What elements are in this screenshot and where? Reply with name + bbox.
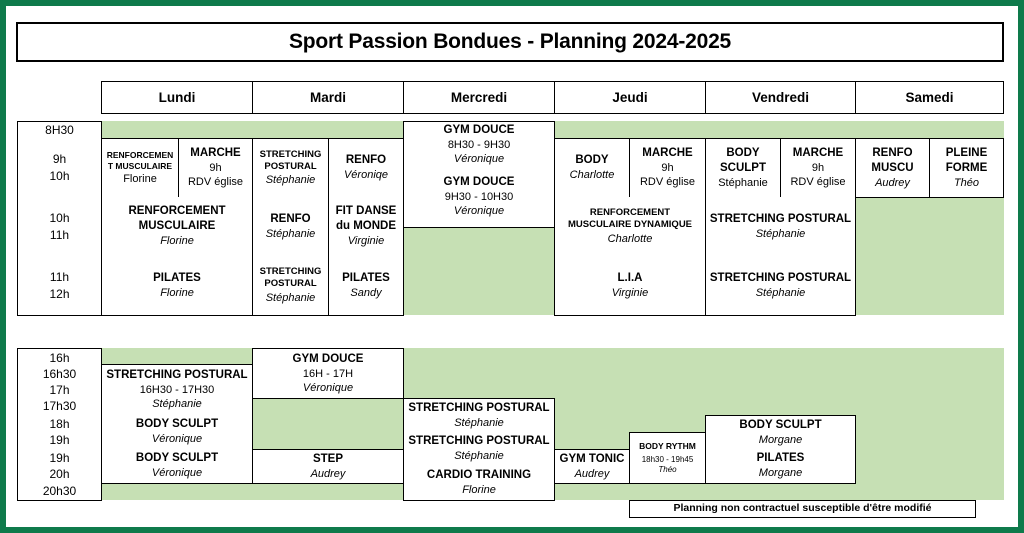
class-coach: Stéphanie (718, 176, 768, 189)
class-jeudi-gym-tonic[interactable] (554, 449, 630, 484)
class-name: PLEINE FORME (945, 146, 988, 174)
time-slot-10h (17, 197, 102, 257)
day-header-mardi: Mardi (252, 81, 404, 114)
class-name: BODY SCULPT (135, 452, 219, 465)
class-coach: Morgane (758, 467, 803, 480)
time-slot-830 (17, 121, 102, 139)
class-name: PILATES (153, 271, 201, 284)
class-time: 8H30 - 9H30 (447, 138, 511, 151)
class-lundi-stretching-postural-pm[interactable] (101, 364, 253, 416)
class-name: STEP (312, 452, 344, 465)
class-name: STRETCHING POSTURAL (259, 266, 322, 290)
class-coach: Véronique (151, 433, 203, 446)
class-jeudi-renforcement-dynamique[interactable] (554, 197, 706, 257)
class-vendredi-stretching-1[interactable] (705, 197, 856, 257)
class-name: STRETCHING POSTURAL (709, 212, 852, 225)
class-coach: Véronique (302, 381, 354, 394)
class-vendredi-marche[interactable] (780, 138, 856, 198)
class-mercredi-cardio-training[interactable] (403, 466, 555, 501)
class-name: FIT DANSE du MONDE (335, 205, 397, 233)
time-label: 20h30 (42, 484, 77, 499)
time-label: 12h (49, 286, 70, 301)
class-jeudi-lia[interactable] (554, 256, 706, 316)
class-coach: Florine (123, 172, 157, 185)
class-name: RENFORCEMENT MUSCULAIRE DYNAMIQUE (567, 207, 693, 231)
time-slot-19h (17, 449, 102, 484)
time-slot-11h (17, 256, 102, 316)
time-label: 17h30 (42, 399, 77, 414)
class-mardi-pilates[interactable] (328, 256, 404, 316)
class-coach: Charlotte (607, 232, 653, 245)
class-name: BODY SCULPT (739, 418, 822, 431)
class-name: CARDIO TRAINING (426, 469, 532, 482)
class-name: STRETCHING POSTURAL (408, 401, 550, 414)
class-name: STRETCHING POSTURAL (106, 369, 248, 382)
class-time: 9h (661, 162, 674, 175)
class-coach: Stéphanie (454, 416, 504, 429)
time-slot-18h (17, 415, 102, 450)
class-name: RENFORCEMENT MUSCULAIRE (128, 205, 226, 233)
class-coach: Audrey (574, 467, 610, 480)
class-coach: Théo (658, 465, 677, 475)
time-label: 17h (49, 383, 70, 397)
time-slot-9h (17, 138, 102, 198)
class-name: BODY (575, 154, 609, 167)
class-name: STRETCHING POSTURAL (259, 148, 322, 172)
class-coach: Véronique (151, 467, 203, 480)
class-jeudi-body-rythm[interactable] (629, 432, 706, 484)
day-header-lundi: Lundi (101, 81, 253, 114)
class-coach: Véronique (453, 152, 505, 165)
class-vendredi-body-sculpt[interactable] (705, 138, 781, 198)
class-name: MARCHE (642, 147, 693, 160)
day-header-mercredi: Mercredi (403, 81, 555, 114)
class-mercredi-gym-douce-1[interactable] (403, 121, 555, 168)
time-label: 19h (49, 433, 70, 447)
class-mardi-renfo[interactable] (328, 138, 404, 198)
class-coach: Stéphanie (265, 227, 316, 240)
class-coach: Virginie (347, 235, 385, 248)
time-label: 10h (49, 211, 70, 226)
class-time: 16H - 17H (302, 367, 354, 380)
class-mercredi-stretching-1[interactable] (403, 398, 555, 433)
time-label: 10h (49, 168, 70, 183)
class-lundi-body-sculpt-2[interactable] (101, 449, 253, 484)
day-header-jeudi: Jeudi (554, 81, 706, 114)
class-name: L.I.A (617, 271, 643, 284)
class-name: GYM DOUCE (443, 176, 515, 189)
class-mardi-renfo-2[interactable] (252, 197, 329, 257)
class-mercredi-stretching-2[interactable] (403, 432, 555, 467)
time-label: 20h (49, 467, 70, 481)
class-lundi-renforcement[interactable] (101, 197, 253, 257)
class-mardi-fit-danse[interactable] (328, 197, 404, 257)
class-samedi-pleine-forme[interactable] (929, 138, 1004, 198)
class-coach: Audrey (875, 176, 910, 189)
class-time: 16H30 - 17H30 (139, 384, 215, 397)
day-header-samedi: Samedi (855, 81, 1004, 114)
class-coach: Florine (462, 484, 496, 497)
class-name: STRETCHING POSTURAL (408, 435, 550, 448)
class-coach: Audrey (310, 467, 346, 480)
class-mardi-gym-douce-pm[interactable] (252, 348, 404, 399)
class-name: GYM DOUCE (292, 352, 364, 365)
time-label: 11h (49, 270, 70, 285)
class-name: RENFO (270, 212, 311, 225)
class-name: PILATES (756, 452, 805, 465)
time-label: 8H30 (45, 122, 74, 137)
class-coach: Florine (160, 235, 194, 248)
class-name: BODY RYTHM (639, 440, 696, 451)
class-name: GYM DOUCE (443, 123, 515, 136)
class-coach: Virginie (611, 286, 649, 299)
class-lundi-pilates[interactable] (101, 256, 253, 316)
class-jeudi-marche[interactable] (629, 138, 706, 198)
class-coach: Sandy (350, 286, 382, 299)
class-lundi-body-sculpt-1[interactable] (101, 415, 253, 450)
time-slot-16h (17, 348, 102, 416)
class-mercredi-gym-douce-2[interactable] (403, 167, 555, 228)
class-mardi-step[interactable] (252, 449, 404, 484)
class-time: 9h (811, 162, 825, 175)
class-name: MARCHE (190, 147, 241, 160)
class-name: STRETCHING POSTURAL (709, 271, 852, 284)
fill-saturday-morning (855, 197, 1004, 315)
class-samedi-renfo-muscu[interactable] (855, 138, 930, 198)
class-name: BODY SCULPT (720, 146, 766, 174)
class-name: RENFO (345, 154, 387, 167)
class-info: RDV église (639, 176, 696, 189)
class-info: RDV église (187, 176, 244, 189)
class-name: RENFO MUSCU (871, 146, 914, 174)
class-name: BODY SCULPT (135, 418, 219, 431)
class-coach: Véronique (453, 205, 505, 218)
class-coach: Stéphanie (265, 174, 316, 187)
class-time: 9H30 - 10H30 (444, 191, 514, 204)
class-coach: Morgane (758, 433, 803, 446)
class-coach: Stéphanie (755, 286, 806, 299)
class-mardi-stretching-postural[interactable] (252, 138, 329, 198)
class-time: 18h30 - 19h45 (641, 454, 694, 464)
class-coach: Florine (160, 286, 194, 299)
class-jeudi-body[interactable] (554, 138, 630, 198)
footer-note: Planning non contractuel susceptible d'être modifié (629, 500, 976, 518)
class-coach: Véroniqe (343, 169, 389, 182)
time-label: 9h (52, 152, 67, 167)
time-slot-2030 (17, 483, 102, 501)
class-name: GYM TONIC (559, 452, 625, 465)
class-mardi-stretching-2[interactable] (252, 256, 329, 316)
class-lundi-marche[interactable] (178, 138, 253, 198)
class-name: RENFORCEMEN T MUSCULAIRE (106, 149, 174, 171)
class-vendredi-body-sculpt-pm[interactable] (705, 415, 856, 450)
class-name: PILATES (342, 271, 390, 284)
day-header-vendredi: Vendredi (705, 81, 856, 114)
class-vendredi-stretching-2[interactable] (705, 256, 856, 316)
class-vendredi-pilates[interactable] (705, 449, 856, 484)
page-title: Sport Passion Bondues - Planning 2024-2025 (16, 22, 1004, 62)
class-lundi-renforcement-musculaire[interactable] (101, 138, 179, 198)
class-coach: Charlotte (569, 169, 615, 182)
time-label: 16h30 (42, 366, 77, 381)
class-coach: Stéphanie (152, 398, 202, 411)
time-label: 19h (49, 450, 70, 465)
time-label: 18h (49, 416, 70, 431)
class-time: 9h (209, 162, 222, 175)
class-coach: Stéphanie (265, 291, 316, 304)
class-coach: Stéphanie (454, 450, 504, 463)
class-info: RDV église (790, 176, 846, 189)
time-label: 16h (49, 350, 70, 365)
class-coach: Théo (953, 176, 980, 189)
class-coach: Stéphanie (755, 227, 806, 240)
class-name: MARCHE (792, 147, 844, 160)
time-label: 11h (49, 227, 70, 242)
